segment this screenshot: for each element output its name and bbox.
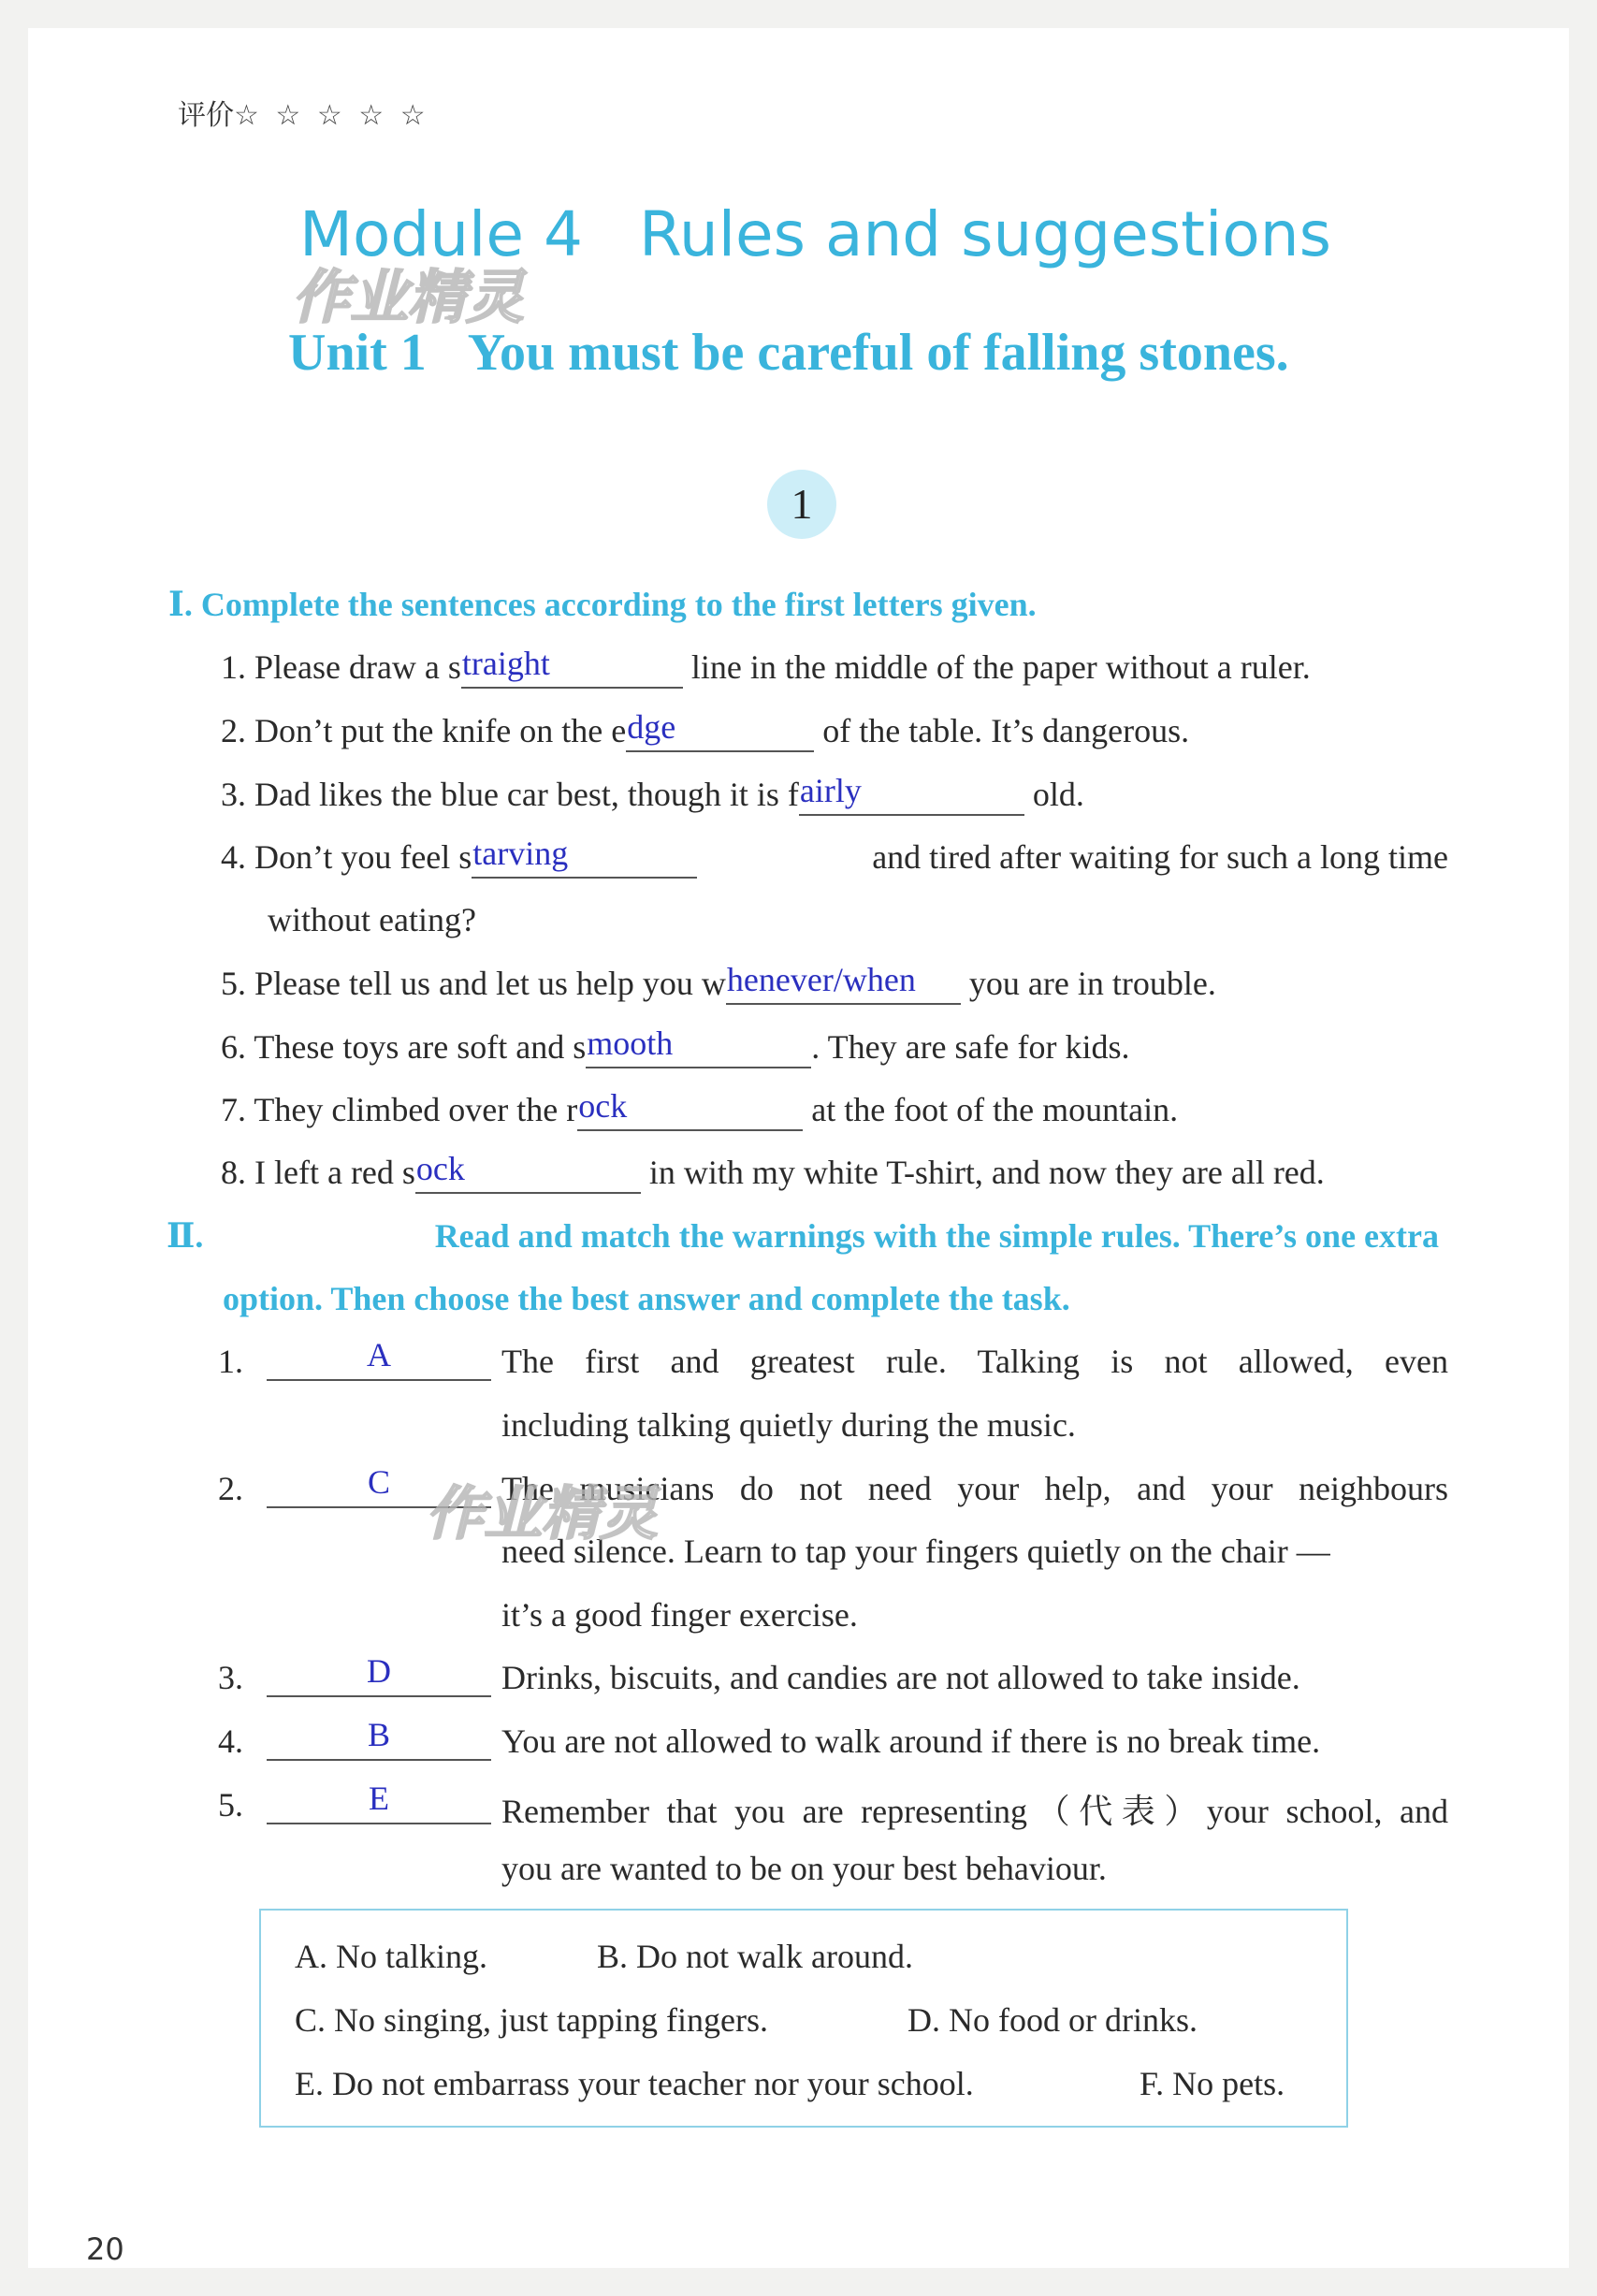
answer-blank[interactable]	[726, 961, 961, 1005]
item-text-after: . They are safe for kids.	[811, 1028, 1130, 1066]
item-text-after: at the foot of the mountain.	[811, 1091, 1179, 1128]
option-c: C. No singing, just tapping fingers.	[295, 2001, 768, 2039]
answer-blank[interactable]	[472, 837, 697, 879]
fill-item-3	[221, 772, 1084, 816]
fill-item-1	[221, 647, 1311, 689]
answer-text: henever/when	[726, 961, 916, 998]
warning-text: Remember that you are representing（代表）your school, and	[501, 1793, 1448, 1830]
match-warning-5-line2: you are wanted to be on your best behaviour.	[501, 1850, 1107, 1887]
fill-item-5	[221, 961, 1216, 1005]
fill-item-7	[221, 1087, 1179, 1131]
item-text-after: in with my white T-shirt, and now they are all red.	[648, 1154, 1325, 1191]
answer-text: tarving	[472, 835, 569, 872]
answer-blank[interactable]	[586, 1024, 811, 1068]
item-number: 8.	[221, 1154, 246, 1191]
match-warning-2-line3: it’s a good finger exercise.	[501, 1596, 858, 1634]
rating-stars[interactable]: ☆ ☆ ☆ ☆ ☆	[234, 99, 429, 132]
answer-text: ock	[415, 1150, 465, 1187]
item-text-before: Please tell us and let us help you w	[254, 965, 726, 1002]
item-text-before: Dad likes the blue car best, though it is f	[254, 776, 799, 813]
match-number: 4.	[218, 1722, 243, 1760]
match-warning-3-line1: Drinks, biscuits, and candies are not allowed to take inside.	[501, 1659, 1300, 1696]
item-text-before: These toys are soft and s	[254, 1028, 587, 1066]
match-warning-4-line1: You are not allowed to walk around if there is no break time.	[501, 1722, 1321, 1760]
answer-blank[interactable]	[799, 772, 1024, 816]
unit-title	[288, 323, 1289, 383]
section2-heading	[167, 1216, 1439, 1256]
item-number: 6.	[221, 1028, 246, 1066]
unit-name: You must be careful of falling stones.	[467, 324, 1289, 382]
section2-numeral: Ⅱ.	[167, 1217, 204, 1255]
match-number: 1.	[218, 1343, 243, 1380]
section1-instruction: Complete the sentences according to the first letters given.	[200, 586, 1037, 623]
answer-text: airly	[799, 772, 862, 809]
watermark: 作业精灵	[426, 1479, 659, 1548]
answer-text: ock	[578, 1087, 628, 1125]
answer-text: traight	[461, 645, 550, 682]
module-name: Rules and suggestions	[638, 198, 1331, 270]
match-number: 2.	[218, 1470, 243, 1507]
match-number: 5.	[218, 1786, 243, 1824]
lesson-number-badge: 1	[767, 470, 836, 539]
section1-heading	[168, 585, 1037, 624]
match-answer-blank[interactable]: A	[267, 1338, 491, 1381]
option-a: A. No talking.	[295, 1938, 487, 1975]
fill-item-4-continuation: without eating?	[268, 901, 476, 938]
item-number: 5.	[221, 965, 246, 1002]
option-f: F. No pets.	[1140, 2065, 1285, 2102]
match-warning-1-line1	[501, 1342, 1448, 1381]
page-number: 20	[86, 2231, 124, 2267]
section2-instruction-line2: option. Then choose the best answer and complete the task.	[223, 1280, 1070, 1317]
answer-text: mooth	[587, 1024, 674, 1062]
item-text-after: you are in trouble.	[968, 965, 1216, 1002]
item-number: 4.	[221, 838, 246, 876]
option-b: B. Do not walk around.	[597, 1938, 913, 1975]
match-answer-blank[interactable]: C	[267, 1465, 491, 1508]
item-text-before: I left a red s	[254, 1154, 415, 1191]
match-number: 3.	[218, 1659, 243, 1696]
fill-item-8	[221, 1150, 1325, 1194]
item-text-before: Don’t put the knife on the e	[254, 712, 627, 749]
answer-blank[interactable]	[626, 708, 814, 752]
unit-number: Unit 1	[288, 324, 427, 382]
item-number: 3.	[221, 776, 246, 813]
item-text-before: Don’t you feel s	[254, 838, 472, 876]
item-number: 1.	[221, 648, 246, 686]
section2-instruction-line1: Read and match the warnings with the simple rules. There’s one extra	[434, 1217, 1439, 1255]
item-number: 7.	[221, 1091, 246, 1128]
match-warning-1-line2: including talking quietly during the music.	[501, 1406, 1076, 1444]
warning-text: The first and greatest rule. Talking is not allowed, even	[501, 1343, 1448, 1380]
answer-blank[interactable]	[415, 1150, 641, 1194]
fill-item-4	[221, 837, 1448, 879]
match-answer-blank[interactable]: B	[267, 1718, 491, 1761]
item-text-before: They climbed over the r	[254, 1091, 578, 1128]
rating	[178, 92, 429, 133]
option-d: D. No food or drinks.	[907, 2001, 1198, 2039]
section1-numeral: Ⅰ.	[168, 586, 193, 623]
item-text-before: Please draw a s	[254, 648, 461, 686]
item-text-after: of the table. It’s dangerous.	[822, 712, 1190, 749]
match-answer-blank[interactable]: D	[267, 1654, 491, 1697]
module-number: Module 4	[299, 198, 583, 270]
answer-blank[interactable]	[577, 1087, 803, 1131]
item-text-after: and tired after waiting for such a long time	[872, 838, 1448, 876]
item-number: 2.	[221, 712, 246, 749]
warning-text: The musicians do not need your help, and your neighbours	[501, 1470, 1448, 1507]
fill-item-6	[221, 1024, 1130, 1068]
answer-blank[interactable]	[461, 647, 683, 689]
match-answer-blank[interactable]: E	[267, 1781, 491, 1824]
item-text-after: line in the middle of the paper without a ruler.	[690, 648, 1311, 686]
match-warning-2-line2: need silence. Learn to tap your fingers quietly on the chair —	[501, 1533, 1330, 1570]
watermark: 作业精灵	[292, 263, 525, 331]
fill-item-2	[221, 708, 1190, 752]
match-warning-5-line1	[501, 1785, 1448, 1833]
rating-label: 评价	[178, 99, 234, 132]
answer-text: dge	[627, 708, 676, 746]
item-text-after: old.	[1032, 776, 1084, 813]
option-e: E. Do not embarrass your teacher nor your school.	[295, 2065, 974, 2102]
